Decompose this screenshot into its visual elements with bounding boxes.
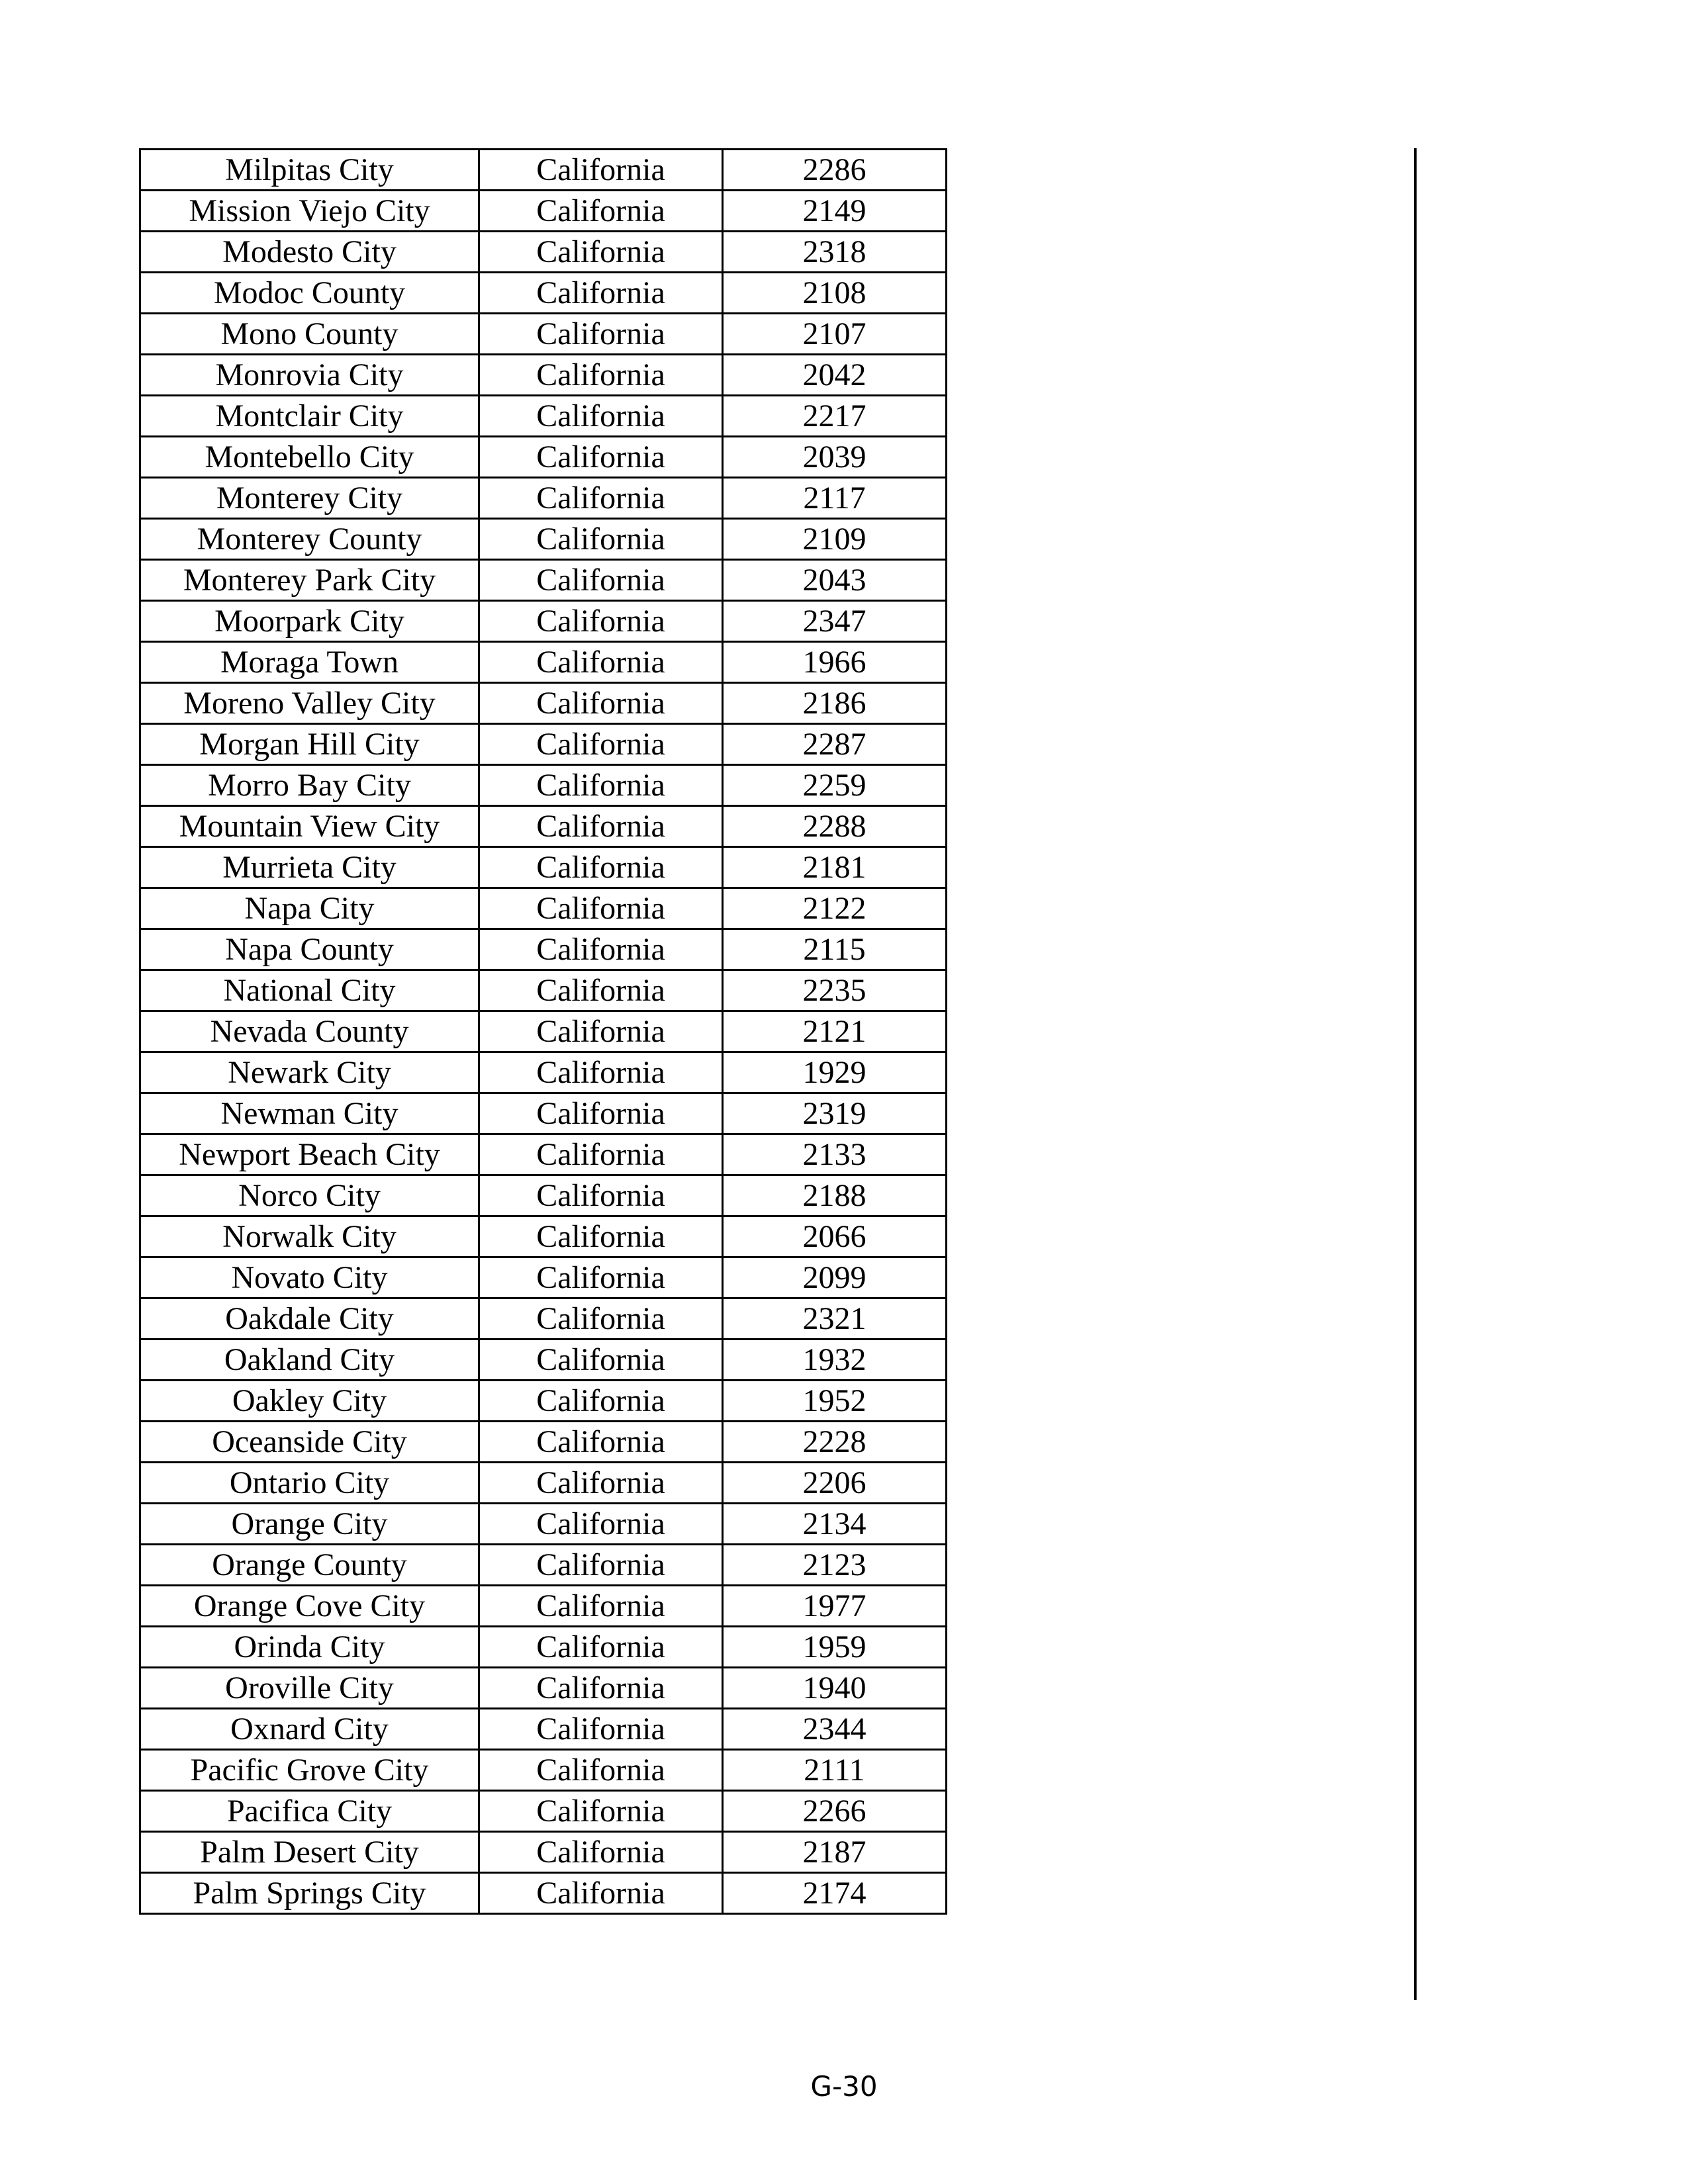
- table-row: [140, 191, 947, 232]
- code-cell: 1959: [723, 1627, 947, 1668]
- table-row: [140, 478, 947, 519]
- state-cell: California: [479, 437, 723, 478]
- jurisdiction-name-cell: Palm Springs City: [140, 1873, 479, 1914]
- code-cell: 2318: [723, 232, 947, 273]
- table-row: [140, 1298, 947, 1340]
- jurisdiction-name-cell: Modesto City: [140, 232, 479, 273]
- jurisdiction-name-cell: Nevada County: [140, 1011, 479, 1052]
- code-cell: 2259: [723, 765, 947, 806]
- state-cell: California: [479, 1832, 723, 1873]
- code-cell: 2321: [723, 1298, 947, 1340]
- jurisdiction-name-cell: Monterey County: [140, 519, 479, 560]
- table-row: [140, 1011, 947, 1052]
- code-cell: 2188: [723, 1175, 947, 1216]
- code-cell: 2042: [723, 355, 947, 396]
- table-row: [140, 1586, 947, 1627]
- state-cell: California: [479, 1093, 723, 1134]
- jurisdiction-name-cell: Orange Cove City: [140, 1586, 479, 1627]
- state-cell: California: [479, 1422, 723, 1463]
- jurisdiction-name-cell: Orinda City: [140, 1627, 479, 1668]
- code-cell: 2109: [723, 519, 947, 560]
- jurisdiction-name-cell: Oakley City: [140, 1381, 479, 1422]
- code-cell: 2286: [723, 150, 947, 191]
- table-row: [140, 929, 947, 970]
- table-row: [140, 1175, 947, 1216]
- jurisdiction-name-cell: Moreno Valley City: [140, 683, 479, 724]
- jurisdiction-name-cell: Newark City: [140, 1052, 479, 1093]
- table-row: [140, 888, 947, 929]
- jurisdiction-name-cell: Napa City: [140, 888, 479, 929]
- state-cell: California: [479, 519, 723, 560]
- jurisdiction-name-cell: Oxnard City: [140, 1709, 479, 1750]
- state-cell: California: [479, 355, 723, 396]
- state-cell: California: [479, 1257, 723, 1298]
- table-row: [140, 1627, 947, 1668]
- code-cell: 2039: [723, 437, 947, 478]
- jurisdiction-name-cell: Monrovia City: [140, 355, 479, 396]
- state-cell: California: [479, 1381, 723, 1422]
- table-row: [140, 970, 947, 1011]
- code-cell: 2134: [723, 1504, 947, 1545]
- table-row: [140, 396, 947, 437]
- jurisdiction-table: [139, 148, 947, 1915]
- jurisdiction-name-cell: Newport Beach City: [140, 1134, 479, 1175]
- table-row: [140, 1750, 947, 1791]
- table-row: [140, 1668, 947, 1709]
- code-cell: 2117: [723, 478, 947, 519]
- table-row: [140, 1257, 947, 1298]
- jurisdiction-name-cell: Oakland City: [140, 1340, 479, 1381]
- table-row: [140, 642, 947, 683]
- table-row: [140, 1545, 947, 1586]
- jurisdiction-name-cell: Norco City: [140, 1175, 479, 1216]
- table-row: [140, 601, 947, 642]
- jurisdiction-name-cell: Novato City: [140, 1257, 479, 1298]
- code-cell: 2181: [723, 847, 947, 888]
- code-cell: 2187: [723, 1832, 947, 1873]
- state-cell: California: [479, 1340, 723, 1381]
- state-cell: California: [479, 1750, 723, 1791]
- code-cell: 2217: [723, 396, 947, 437]
- table-row: [140, 1052, 947, 1093]
- table-row: [140, 560, 947, 601]
- jurisdiction-name-cell: Mission Viejo City: [140, 191, 479, 232]
- state-cell: California: [479, 478, 723, 519]
- jurisdiction-name-cell: Mono County: [140, 314, 479, 355]
- state-cell: California: [479, 1668, 723, 1709]
- jurisdiction-name-cell: Montebello City: [140, 437, 479, 478]
- state-cell: California: [479, 1298, 723, 1340]
- state-cell: California: [479, 724, 723, 765]
- jurisdiction-name-cell: National City: [140, 970, 479, 1011]
- table-row: [140, 355, 947, 396]
- jurisdiction-name-cell: Norwalk City: [140, 1216, 479, 1257]
- code-cell: 1929: [723, 1052, 947, 1093]
- code-cell: 2122: [723, 888, 947, 929]
- table-row: [140, 150, 947, 191]
- code-cell: 2107: [723, 314, 947, 355]
- jurisdiction-name-cell: Moraga Town: [140, 642, 479, 683]
- state-cell: California: [479, 150, 723, 191]
- code-cell: 2099: [723, 1257, 947, 1298]
- jurisdiction-name-cell: Oceanside City: [140, 1422, 479, 1463]
- code-cell: 2111: [723, 1750, 947, 1791]
- state-cell: California: [479, 970, 723, 1011]
- code-cell: 2288: [723, 806, 947, 847]
- state-cell: California: [479, 273, 723, 314]
- code-cell: 2206: [723, 1463, 947, 1504]
- jurisdiction-name-cell: Modoc County: [140, 273, 479, 314]
- page-number: G-30: [810, 2070, 878, 2103]
- jurisdiction-name-cell: Oakdale City: [140, 1298, 479, 1340]
- jurisdiction-name-cell: Pacific Grove City: [140, 1750, 479, 1791]
- jurisdiction-name-cell: Murrieta City: [140, 847, 479, 888]
- table-body: [140, 150, 947, 1914]
- state-cell: California: [479, 191, 723, 232]
- state-cell: California: [479, 1586, 723, 1627]
- table-row: [140, 724, 947, 765]
- jurisdiction-name-cell: Orange City: [140, 1504, 479, 1545]
- right-margin-rule: [1414, 148, 1417, 2000]
- code-cell: 2319: [723, 1093, 947, 1134]
- state-cell: California: [479, 765, 723, 806]
- jurisdiction-name-cell: Ontario City: [140, 1463, 479, 1504]
- code-cell: 2287: [723, 724, 947, 765]
- jurisdiction-name-cell: Monterey City: [140, 478, 479, 519]
- code-cell: 2123: [723, 1545, 947, 1586]
- state-cell: California: [479, 1545, 723, 1586]
- table-row: [140, 273, 947, 314]
- code-cell: 2186: [723, 683, 947, 724]
- table-row: [140, 806, 947, 847]
- jurisdiction-name-cell: Pacifica City: [140, 1791, 479, 1832]
- state-cell: California: [479, 642, 723, 683]
- code-cell: 2266: [723, 1791, 947, 1832]
- state-cell: California: [479, 1134, 723, 1175]
- code-cell: 2043: [723, 560, 947, 601]
- state-cell: California: [479, 1504, 723, 1545]
- state-cell: California: [479, 560, 723, 601]
- table-row: [140, 1463, 947, 1504]
- code-cell: 2174: [723, 1873, 947, 1914]
- table-row: [140, 847, 947, 888]
- state-cell: California: [479, 1873, 723, 1914]
- code-cell: 2108: [723, 273, 947, 314]
- state-cell: California: [479, 1052, 723, 1093]
- jurisdiction-name-cell: Morro Bay City: [140, 765, 479, 806]
- code-cell: 1952: [723, 1381, 947, 1422]
- state-cell: California: [479, 888, 723, 929]
- state-cell: California: [479, 1463, 723, 1504]
- jurisdiction-name-cell: Morgan Hill City: [140, 724, 479, 765]
- state-cell: California: [479, 396, 723, 437]
- table-row: [140, 232, 947, 273]
- table-row: [140, 1709, 947, 1750]
- table-row: [140, 1381, 947, 1422]
- state-cell: California: [479, 1627, 723, 1668]
- jurisdiction-name-cell: Oroville City: [140, 1668, 479, 1709]
- state-cell: California: [479, 1175, 723, 1216]
- table-row: [140, 1216, 947, 1257]
- state-cell: California: [479, 314, 723, 355]
- state-cell: California: [479, 232, 723, 273]
- table-row: [140, 1134, 947, 1175]
- jurisdiction-name-cell: Palm Desert City: [140, 1832, 479, 1873]
- code-cell: 2235: [723, 970, 947, 1011]
- table-row: [140, 765, 947, 806]
- code-cell: 1940: [723, 1668, 947, 1709]
- table-row: [140, 1504, 947, 1545]
- state-cell: California: [479, 1216, 723, 1257]
- state-cell: California: [479, 1709, 723, 1750]
- jurisdiction-name-cell: Montclair City: [140, 396, 479, 437]
- code-cell: 2133: [723, 1134, 947, 1175]
- state-cell: California: [479, 1791, 723, 1832]
- code-cell: 2115: [723, 929, 947, 970]
- jurisdiction-name-cell: Mountain View City: [140, 806, 479, 847]
- state-cell: California: [479, 929, 723, 970]
- code-cell: 1977: [723, 1586, 947, 1627]
- code-cell: 2228: [723, 1422, 947, 1463]
- code-cell: 1966: [723, 642, 947, 683]
- state-cell: California: [479, 1011, 723, 1052]
- state-cell: California: [479, 847, 723, 888]
- table-row: [140, 1093, 947, 1134]
- jurisdiction-name-cell: Monterey Park City: [140, 560, 479, 601]
- table-row: [140, 1422, 947, 1463]
- code-cell: 2066: [723, 1216, 947, 1257]
- jurisdiction-name-cell: Orange County: [140, 1545, 479, 1586]
- code-cell: 2347: [723, 601, 947, 642]
- state-cell: California: [479, 806, 723, 847]
- code-cell: 1932: [723, 1340, 947, 1381]
- code-cell: 2121: [723, 1011, 947, 1052]
- state-cell: California: [479, 683, 723, 724]
- jurisdiction-name-cell: Newman City: [140, 1093, 479, 1134]
- table-row: [140, 1832, 947, 1873]
- state-cell: California: [479, 601, 723, 642]
- table-row: [140, 519, 947, 560]
- jurisdiction-name-cell: Milpitas City: [140, 150, 479, 191]
- table-row: [140, 314, 947, 355]
- table-row: [140, 1873, 947, 1914]
- jurisdiction-name-cell: Moorpark City: [140, 601, 479, 642]
- table-row: [140, 1791, 947, 1832]
- table-row: [140, 1340, 947, 1381]
- jurisdiction-name-cell: Napa County: [140, 929, 479, 970]
- code-cell: 2344: [723, 1709, 947, 1750]
- table-row: [140, 437, 947, 478]
- table-row: [140, 683, 947, 724]
- code-cell: 2149: [723, 191, 947, 232]
